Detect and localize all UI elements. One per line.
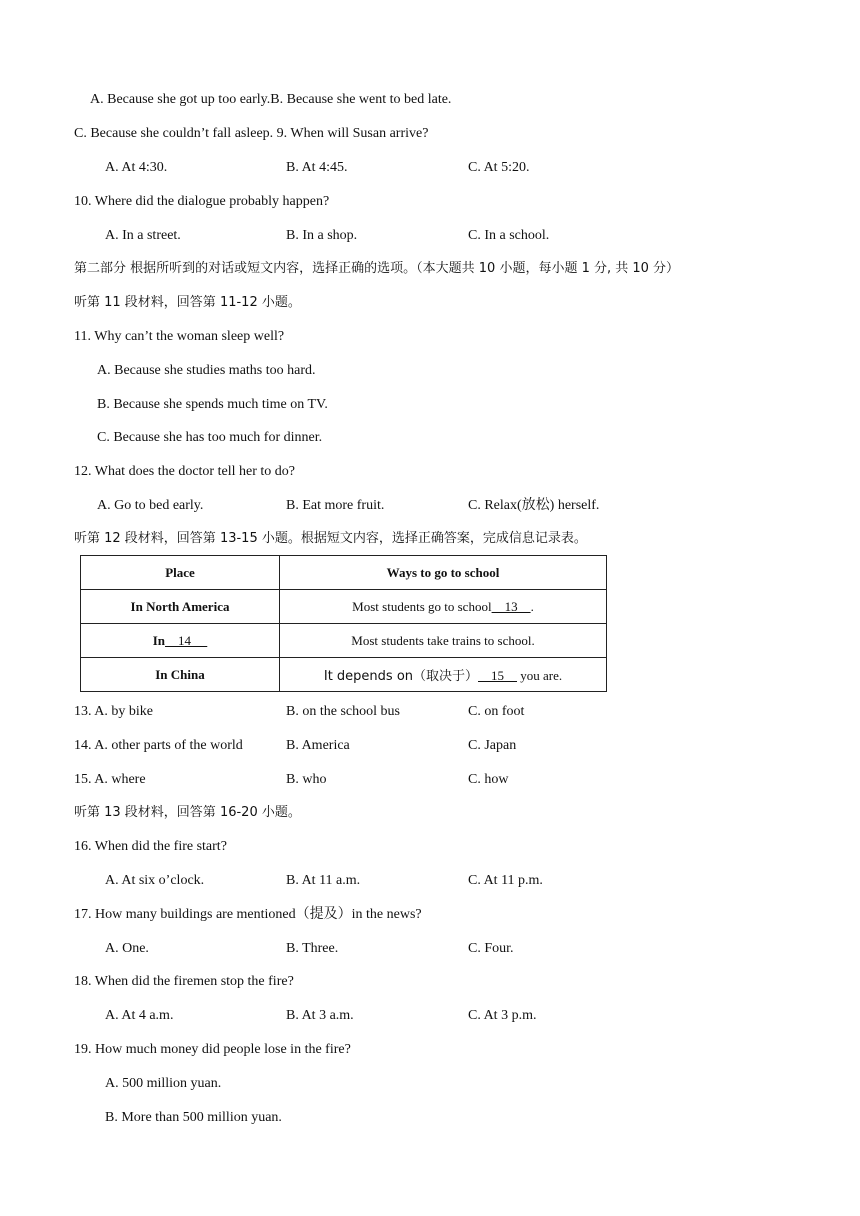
table-row	[81, 658, 607, 692]
info-record-table	[80, 555, 607, 692]
q12-option-b: B. Eat more fruit.	[286, 498, 385, 513]
q9-option-a: A. At 4:30.	[105, 160, 168, 175]
q15-options	[74, 771, 794, 789]
table-header-row	[81, 556, 607, 590]
table-cell-place: In North America	[81, 590, 280, 624]
q12-question: 12. What does the doctor tell her to do?	[74, 464, 295, 479]
q10-option-c: C. In a school.	[468, 228, 550, 243]
blank-14: 14	[165, 632, 208, 648]
q13-option-a: 13. A. by bike	[74, 704, 153, 719]
q15-option-a: 15. A. where	[74, 772, 146, 787]
table-row	[81, 624, 607, 658]
q14-options	[74, 737, 794, 755]
q16-option-b: B. At 11 a.m.	[286, 873, 361, 888]
q19-option-a: A. 500 million yuan.	[105, 1076, 222, 1091]
part2-heading: 第二部分 根据所听到的对话或短文内容，选择正确的选项。（本大题共 10 小题，每小题 1 分, 共 10 分）	[74, 261, 680, 276]
place-text: In	[152, 632, 166, 648]
listen-12-instruction: 听第 12 段材料，回答第 13-15 小题。根据短文内容，选择正确答案，完成信息记录表。	[74, 531, 587, 546]
q17-option-b: B. Three.	[286, 941, 339, 956]
q16-question: 16. When did the fire start?	[74, 839, 227, 854]
table-cell-way	[280, 658, 607, 692]
q18-option-c: C. At 3 p.m.	[468, 1008, 537, 1023]
q13-options	[74, 703, 794, 721]
q12-options	[97, 497, 797, 515]
q17-question: 17. How many buildings are mentioned（提及）in the news?	[74, 907, 422, 922]
q15-option-c: C. how	[468, 772, 509, 787]
q18-options	[105, 1007, 805, 1025]
q18-option-b: B. At 3 a.m.	[286, 1008, 354, 1023]
q11-question: 11. Why can’t the woman sleep well?	[74, 329, 285, 344]
q10-question: 10. Where did the dialogue probably happen?	[74, 194, 330, 209]
q14-option-b: B. America	[286, 738, 350, 753]
table-header-ways: Ways to go to school	[280, 556, 607, 590]
way-text-end: you are.	[517, 668, 563, 683]
table-cell-way: Most students take trains to school.	[280, 624, 607, 658]
q17-option-a: A. One.	[105, 941, 149, 956]
q13-option-c: C. on foot	[468, 704, 525, 719]
way-text: Most students go to school	[352, 598, 492, 614]
q8-options-ab: A. Because she got up too early.B. Because she went to bed late.	[90, 92, 452, 107]
q16-option-c: C. At 11 p.m.	[468, 873, 543, 888]
q15-option-b: B. who	[286, 772, 327, 787]
blank-15: 15	[478, 668, 518, 683]
q11-option-a: A. Because she studies maths too hard.	[97, 363, 316, 378]
way-text: It depends on（取决于）	[323, 669, 479, 684]
q12-option-c: C. Relax(放松) herself.	[468, 498, 600, 513]
q14-option-c: C. Japan	[468, 738, 517, 753]
q13-option-b: B. on the school bus	[286, 704, 400, 719]
way-text-end: .	[530, 598, 534, 614]
q9-option-b: B. At 4:45.	[286, 160, 348, 175]
q11-option-b: B. Because she spends much time on TV.	[97, 397, 328, 412]
listen-13-instruction: 听第 13 段材料，回答第 16-20 小题。	[74, 805, 301, 820]
q17-option-c: C. Four.	[468, 941, 514, 956]
q17-options	[105, 940, 805, 958]
q19-question: 19. How much money did people lose in the fire?	[74, 1042, 351, 1057]
q9-options	[105, 159, 805, 177]
table-cell-way	[280, 590, 607, 624]
q8c-and-q9-question: C. Because she couldn’t fall asleep. 9. When will Susan arrive?	[74, 126, 429, 141]
q16-option-a: A. At six o’clock.	[105, 873, 205, 888]
table-header-place: Place	[81, 556, 280, 590]
q10-option-b: B. In a shop.	[286, 228, 358, 243]
q10-options	[105, 227, 805, 245]
table-cell-place	[81, 624, 280, 658]
q16-options	[105, 872, 805, 890]
table-cell-place: In China	[81, 658, 280, 692]
q14-option-a: 14. A. other parts of the world	[74, 738, 243, 753]
q19-option-b: B. More than 500 million yuan.	[105, 1110, 282, 1125]
q11-option-c: C. Because she has too much for dinner.	[97, 430, 323, 445]
q18-option-a: A. At 4 a.m.	[105, 1008, 174, 1023]
blank-13: 13	[491, 598, 531, 614]
q18-question: 18. When did the firemen stop the fire?	[74, 974, 294, 989]
q10-option-a: A. In a street.	[105, 228, 181, 243]
q9-option-c: C. At 5:20.	[468, 160, 530, 175]
table-row	[81, 590, 607, 624]
q12-option-a: A. Go to bed early.	[97, 498, 204, 513]
listen-11-instruction: 听第 11 段材料，回答第 11-12 小题。	[74, 295, 301, 310]
